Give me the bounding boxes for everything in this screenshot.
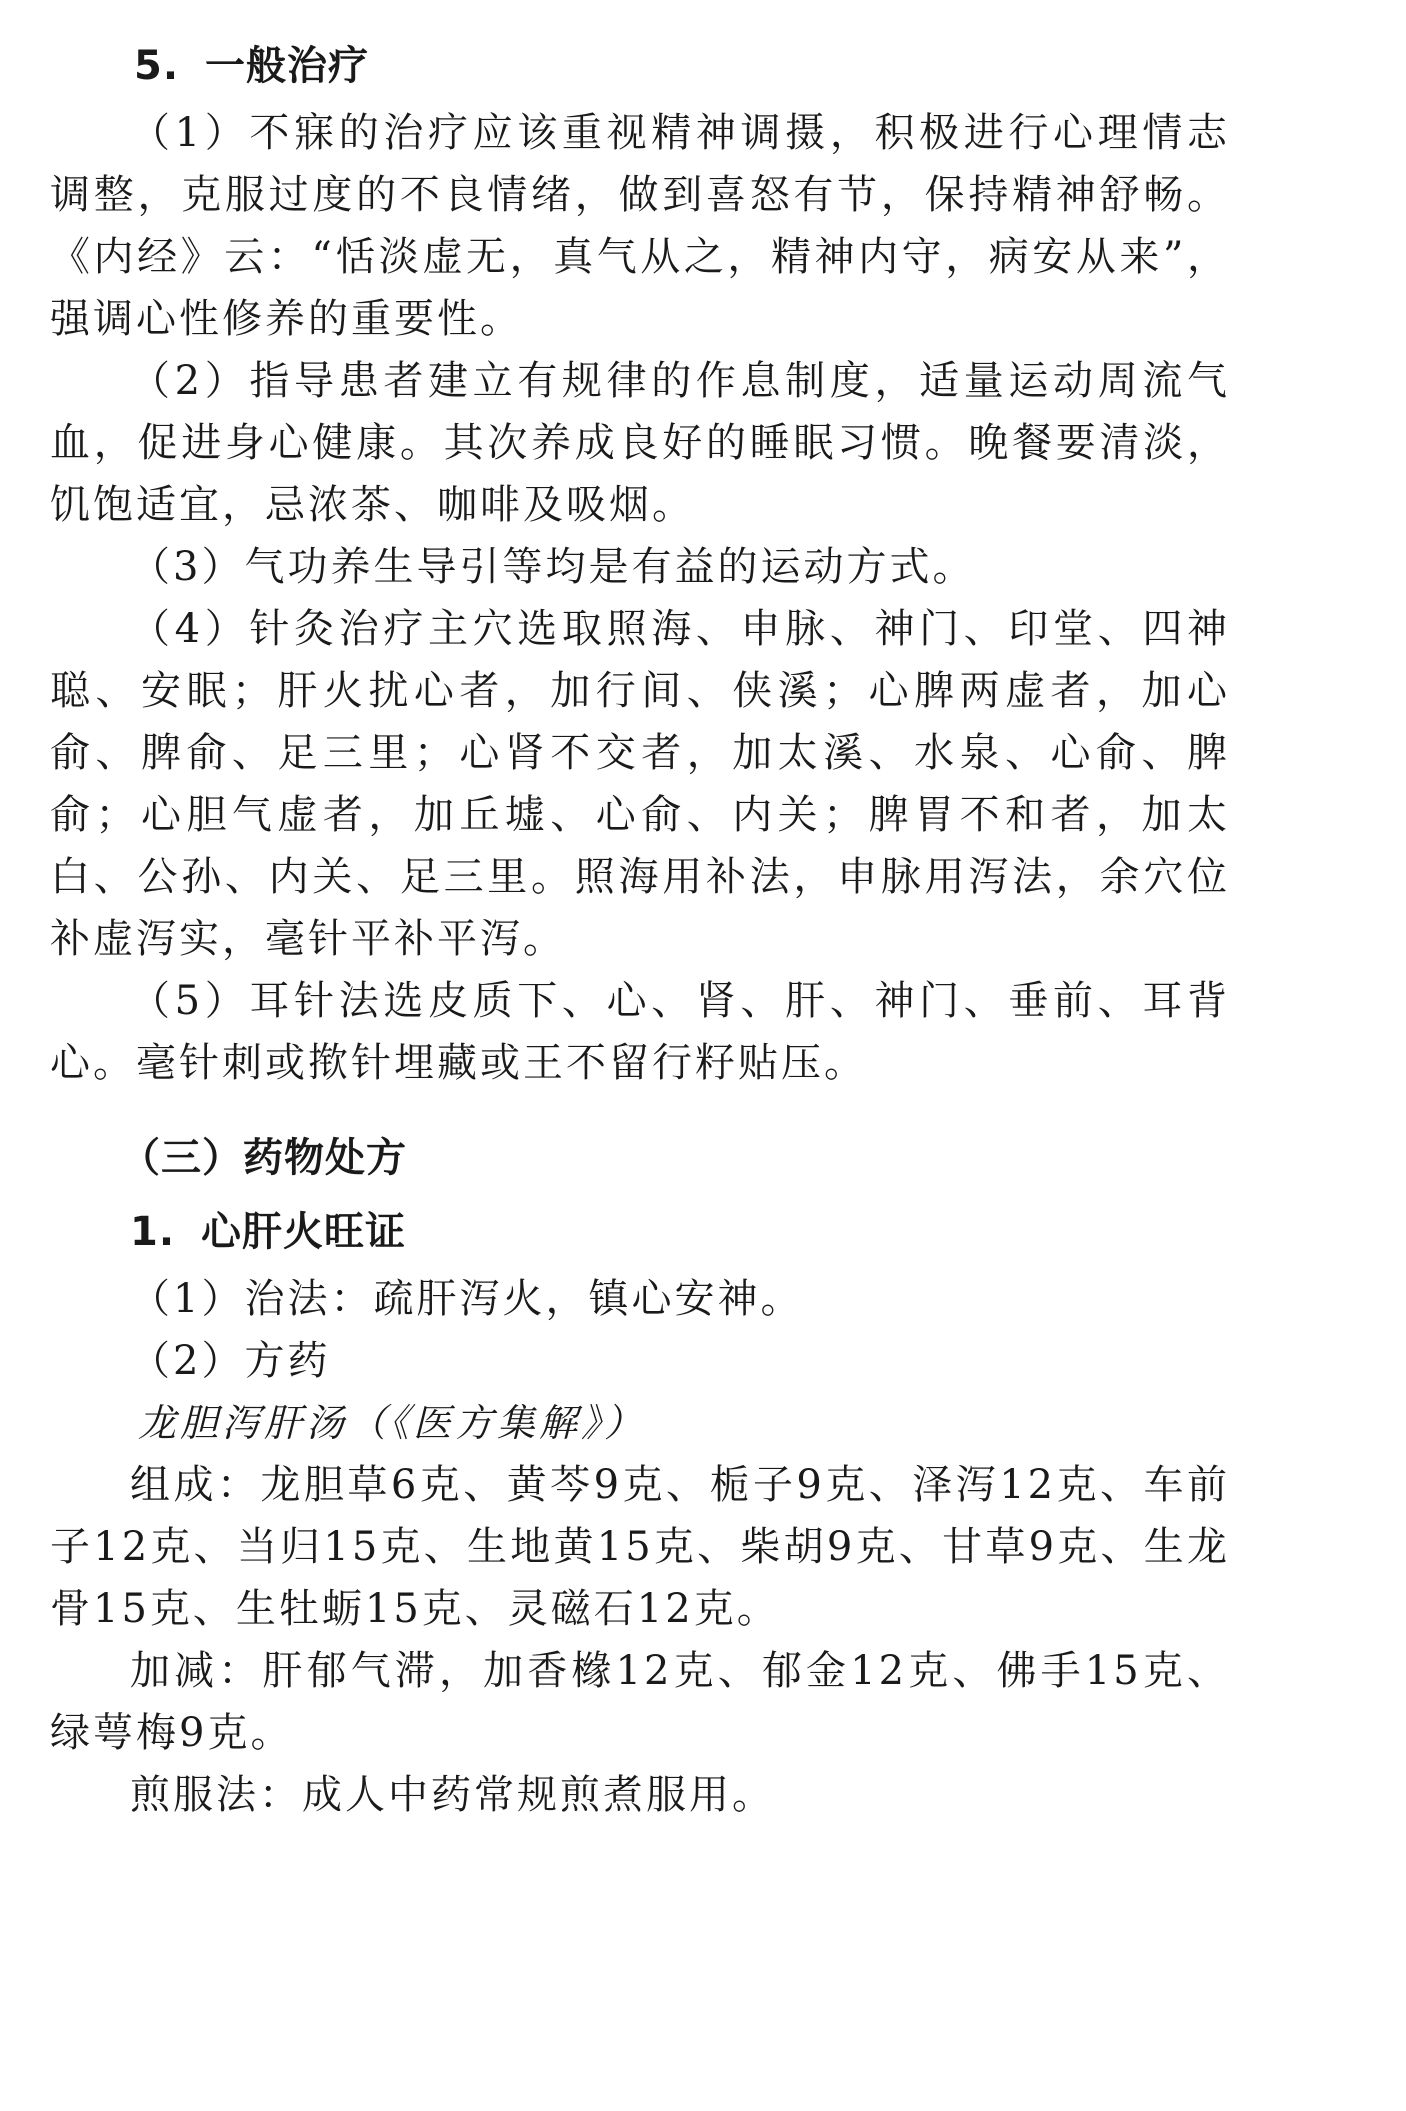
paragraph-item-2: （2）指导患者建立有规律的作息制度，适量运动周流气血，促进身心健康。其次养成良好的睡眠习惯。晚餐要清淡，饥饱适宜，忌浓茶、咖啡及吸烟。 bbox=[50, 358, 1230, 528]
paragraph-item-5: （5）耳针法选皮质下、心、肾、肝、神门、垂前、耳背心。毫针刺或揿针埋藏或王不留行籽贴压。 bbox=[50, 978, 1230, 1086]
subsection-heading-heart-liver-fire bbox=[50, 1206, 1230, 1258]
section-number: 5. bbox=[134, 43, 180, 89]
treatment-method: （1）治法：疏肝泻火，镇心安神。 bbox=[130, 1276, 804, 1322]
formula-modification: 加减：肝郁气滞，加香橼12克、郁金12克、佛手15克、绿萼梅9克。 bbox=[50, 1648, 1230, 1756]
paragraph-item-3: （3）气功养生导引等均是有益的运动方式。 bbox=[130, 544, 976, 590]
formula-composition: 组成：龙胆草6克、黄芩9克、栀子9克、泽泻12克、车前子12克、当归15克、生地黄15克、柴胡9克、甘草9克、生龙骨15克、生牡蛎15克、灵磁石12克。 bbox=[50, 1462, 1230, 1632]
section-heading-prescriptions: （三）药物处方 bbox=[120, 1135, 407, 1181]
section-heading-general-treatment bbox=[50, 40, 1230, 92]
paragraph-item-1: （1）不寐的治疗应该重视精神调摄，积极进行心理情志调整，克服过度的不良情绪，做到喜怒有节，保持精神舒畅。《内经》云：“恬淡虚无，真气从之，精神内守，病安从来”，强调心性修养的重要性。 bbox=[50, 110, 1230, 342]
prescription-label: （2）方药 bbox=[130, 1338, 331, 1384]
paragraph-item-4: （4）针灸治疗主穴选取照海、申脉、神门、印堂、四神聪、安眠；肝火扰心者，加行间、侠溪；心脾两虚者，加心俞、脾俞、足三里；心肾不交者，加太溪、水泉、心俞、脾俞；心胆气虚者，加丘墟、心俞、内关；脾胃不和者，加太白、公孙、内关、足三里。照海用补法，申脉用泻法，余穴位补虚泻实，毫针平补平泻。 bbox=[50, 606, 1230, 962]
section-title: 一般治疗 bbox=[205, 43, 370, 89]
document-page bbox=[50, 40, 1230, 1826]
formula-name: 龙胆泻肝汤（《医方集解》） bbox=[138, 1401, 647, 1445]
subsection-number: 1. bbox=[130, 1209, 176, 1255]
decoction-method: 煎服法：成人中药常规煎煮服用。 bbox=[130, 1772, 775, 1818]
subsection-title: 心肝火旺证 bbox=[201, 1209, 407, 1255]
